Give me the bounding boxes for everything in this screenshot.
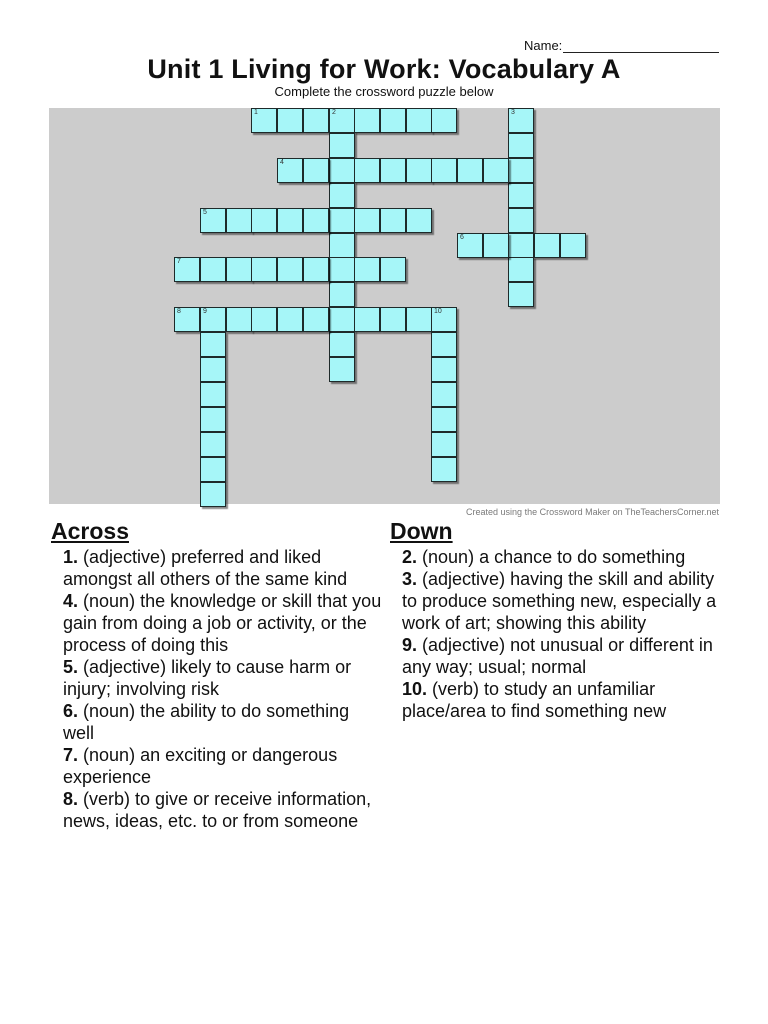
- across-clue-4: 4. (noun) the knowledge or skill that you gain from doing a job or activity, or the process of doing this: [63, 591, 382, 655]
- crossword-cell[interactable]: [277, 108, 303, 133]
- crossword-cell[interactable]: [200, 457, 226, 482]
- crossword-cell[interactable]: [380, 108, 406, 133]
- clue-number: 4: [280, 159, 284, 166]
- crossword-cell[interactable]: [174, 307, 200, 332]
- crossword-cell[interactable]: [303, 108, 329, 133]
- crossword-cell[interactable]: [406, 108, 432, 133]
- crossword-cell[interactable]: [329, 307, 355, 332]
- down-heading: Down: [390, 518, 453, 544]
- crossword-cell[interactable]: [200, 382, 226, 407]
- crossword-cell[interactable]: [303, 208, 329, 233]
- crossword-cell[interactable]: [560, 233, 586, 258]
- clue-number: 2: [332, 109, 336, 116]
- instructions: Complete the crossword puzzle below: [274, 84, 494, 99]
- crossword-cell[interactable]: [431, 357, 457, 382]
- crossword-cell[interactable]: [534, 233, 560, 258]
- page-title: Unit 1 Living for Work: Vocabulary A: [147, 54, 621, 84]
- down-clue-3: 3. (adjective) having the skill and ability to produce something new, especially a work of art; showing this ability: [402, 569, 717, 633]
- clue-number: 1: [254, 109, 258, 116]
- crossword-cell[interactable]: [354, 158, 380, 183]
- crossword-cell[interactable]: [303, 158, 329, 183]
- crossword-cell[interactable]: [174, 257, 200, 282]
- name-field[interactable]: [563, 39, 719, 53]
- crossword-cell[interactable]: [354, 257, 380, 282]
- crossword-cell[interactable]: [226, 208, 252, 233]
- crossword-cell[interactable]: [508, 183, 534, 208]
- clue-number: 3: [511, 109, 515, 116]
- across-clues: [63, 546, 383, 832]
- crossword-cell[interactable]: [329, 158, 355, 183]
- crossword-cell[interactable]: [277, 257, 303, 282]
- crossword-cell[interactable]: [251, 307, 277, 332]
- crossword-cell[interactable]: [380, 158, 406, 183]
- crossword-cell[interactable]: [406, 307, 432, 332]
- crossword-cell[interactable]: [406, 158, 432, 183]
- clue-number: 7: [177, 258, 181, 265]
- crossword-cell[interactable]: [354, 108, 380, 133]
- crossword-cell[interactable]: [380, 257, 406, 282]
- crossword-cell[interactable]: [457, 158, 483, 183]
- crossword-cell[interactable]: [303, 307, 329, 332]
- crossword-cell[interactable]: [200, 307, 226, 332]
- across-clue-1: 1. (adjective) preferred and liked amongst all others of the same kind: [63, 547, 348, 589]
- crossword-cell[interactable]: [200, 332, 226, 357]
- crossword-cell[interactable]: [329, 282, 355, 307]
- crossword-cell[interactable]: [508, 233, 534, 258]
- clue-number: 9: [203, 308, 207, 315]
- crossword-cell[interactable]: [329, 133, 355, 158]
- crossword-cell[interactable]: [483, 233, 509, 258]
- crossword-cell[interactable]: [354, 208, 380, 233]
- across-clue-6: 6. (noun) the ability to do something well: [63, 701, 350, 743]
- crossword-cell[interactable]: [200, 482, 226, 507]
- crossword-cell[interactable]: [431, 407, 457, 432]
- crossword-cell[interactable]: [200, 357, 226, 382]
- across-clue-7: 7. (noun) an exciting or dangerous experience: [63, 745, 338, 787]
- across-heading: Across: [51, 518, 129, 544]
- crossword-cell[interactable]: [226, 307, 252, 332]
- crossword-cell[interactable]: [483, 158, 509, 183]
- crossword-cell[interactable]: [303, 257, 329, 282]
- crossword-cell[interactable]: [457, 233, 483, 258]
- crossword-cell[interactable]: [380, 307, 406, 332]
- crossword-cell[interactable]: [431, 382, 457, 407]
- crossword-cell[interactable]: [329, 332, 355, 357]
- crossword-cell[interactable]: [226, 257, 252, 282]
- credit-line: Created using the Crossword Maker on TheTeachersCorner.net: [466, 507, 719, 517]
- crossword-cell[interactable]: [508, 158, 534, 183]
- crossword-cell[interactable]: [277, 307, 303, 332]
- crossword-cell[interactable]: [329, 108, 355, 133]
- across-clue-5: 5. (adjective) likely to cause harm or injury; involving risk: [63, 657, 352, 699]
- crossword-cell[interactable]: [329, 183, 355, 208]
- crossword-cell[interactable]: [329, 257, 355, 282]
- crossword-cell[interactable]: [431, 307, 457, 332]
- down-clue-2: 2. (noun) a chance to do something: [402, 547, 686, 567]
- crossword-cell[interactable]: [431, 108, 457, 133]
- crossword-cell[interactable]: [251, 108, 277, 133]
- clue-number: 10: [434, 308, 442, 315]
- down-clues: [402, 546, 722, 722]
- clue-number: 8: [177, 308, 181, 315]
- crossword-cell[interactable]: [251, 208, 277, 233]
- crossword-cell[interactable]: [380, 208, 406, 233]
- across-clue-8: 8. (verb) to give or receive information, news, ideas, etc. to or from someone: [63, 789, 372, 831]
- crossword-cell[interactable]: [508, 257, 534, 282]
- crossword-cell[interactable]: [277, 208, 303, 233]
- crossword-cell[interactable]: [329, 357, 355, 382]
- crossword-cell[interactable]: [329, 208, 355, 233]
- crossword-grid: [49, 108, 720, 504]
- crossword-cell[interactable]: [431, 158, 457, 183]
- crossword-cell[interactable]: [251, 257, 277, 282]
- crossword-cell[interactable]: [200, 432, 226, 457]
- crossword-cell[interactable]: [354, 307, 380, 332]
- crossword-cell[interactable]: [508, 208, 534, 233]
- crossword-cell[interactable]: [200, 208, 226, 233]
- name-label: Name:: [524, 38, 563, 53]
- clue-number: 6: [460, 234, 464, 241]
- crossword-cell[interactable]: [329, 233, 355, 258]
- crossword-cell[interactable]: [431, 432, 457, 457]
- crossword-cell[interactable]: [200, 407, 226, 432]
- crossword-cell[interactable]: [431, 457, 457, 482]
- clue-number: 5: [203, 209, 207, 216]
- crossword-cell[interactable]: [508, 108, 534, 133]
- crossword-cell[interactable]: [508, 282, 534, 307]
- crossword-cell[interactable]: [200, 257, 226, 282]
- crossword-cell[interactable]: [277, 158, 303, 183]
- crossword-cell[interactable]: [406, 208, 432, 233]
- crossword-cell[interactable]: [431, 332, 457, 357]
- crossword-cell[interactable]: [508, 133, 534, 158]
- name-line: [524, 38, 719, 53]
- down-clue-9: 9. (adjective) not unusual or different in any way; usual; normal: [402, 635, 713, 677]
- down-clue-10: 10. (verb) to study an unfamiliar place/area to find something new: [402, 679, 667, 721]
